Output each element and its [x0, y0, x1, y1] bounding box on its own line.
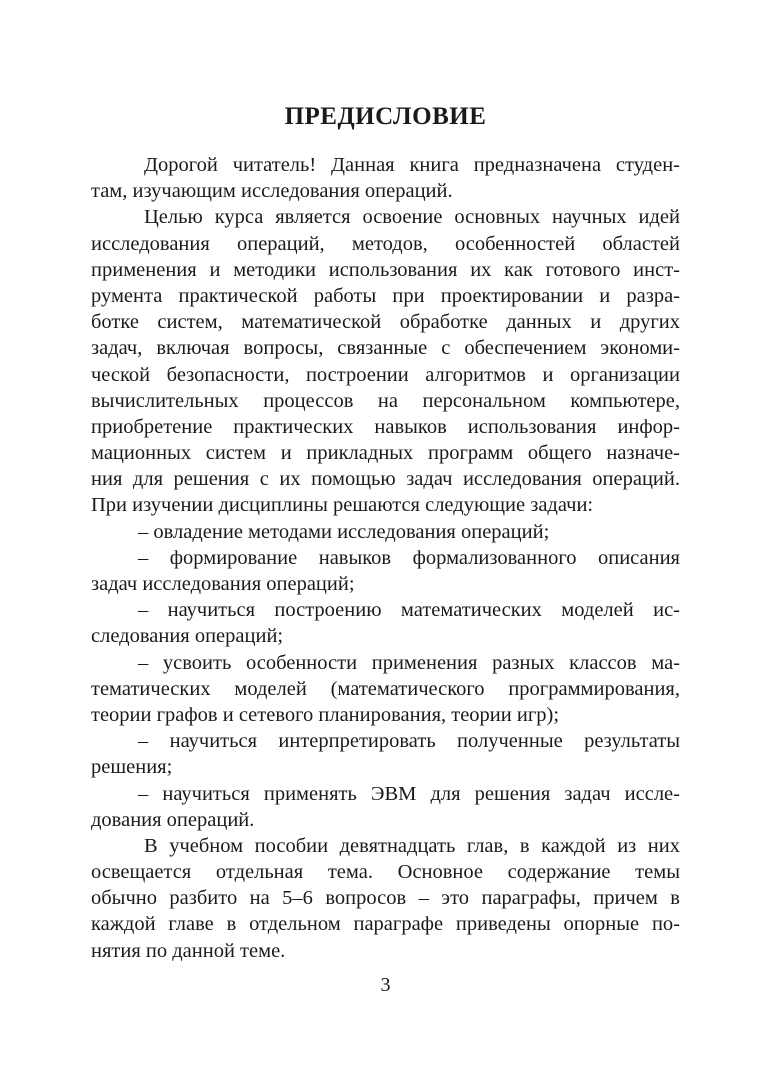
text-line: применения и методики использования их как готового инст-: [91, 258, 680, 281]
text-line: освещается отдельная тема. Основное содержание темы: [91, 861, 680, 884]
text-line: – овладение методами исследования операций;: [138, 520, 550, 543]
text-line: – научиться построению математических моделей ис-: [138, 599, 680, 622]
text-line: следования операций;: [91, 625, 284, 648]
text-line: Дорогой читатель! Данная книга предназначена студен-: [144, 154, 680, 176]
text-line: исследования операций, методов, особенностей областей: [91, 232, 680, 255]
text-line: ния для решения с их помощью задач исследования операций.: [91, 468, 680, 491]
text-line: – научиться применять ЭВМ для решения задач иссле-: [138, 782, 680, 805]
text-line: дования операций.: [91, 808, 255, 831]
text-line: При изучении дисциплины решаются следующие задачи:: [91, 494, 594, 517]
text-line: там, изучающим исследования операций.: [91, 180, 453, 203]
text-line: решения;: [91, 756, 173, 779]
page-number: 3: [380, 974, 391, 996]
text-line: Целью курса является освоение основных научных идей: [144, 206, 680, 229]
text-line: – научиться интерпретировать полученные результаты: [138, 730, 680, 753]
text-line: – усвоить особенности применения разных классов ма-: [138, 651, 680, 674]
text-line: ботке систем, математической обработке данных и других: [91, 311, 680, 334]
text-line: приобретение практических навыков использования инфор-: [91, 415, 680, 438]
text-line: В учебном пособии девятнадцать глав, в каждой из них: [144, 834, 680, 857]
text-line: ческой безопасности, построении алгоритмов и организации: [91, 363, 680, 386]
text-line: тематических моделей (математического программирования,: [91, 677, 680, 700]
text-line: обычно разбито на 5–6 вопросов – это параграфы, причем в: [91, 887, 680, 910]
text-line: задач исследования операций;: [91, 573, 355, 595]
text-line: нятия по данной теме.: [91, 939, 286, 962]
text-line: каждой главе в отдельном параграфе приведены опорные по-: [91, 913, 680, 936]
text-line: мационных систем и прикладных программ общего назначе-: [91, 442, 680, 465]
text-line: теории графов и сетевого планирования, теории игр);: [91, 703, 560, 726]
text-line: – формирование навыков формализованного описания: [138, 546, 680, 569]
text-line: румента практической работы при проектировании и разра-: [91, 284, 680, 307]
text-line: задач, включая вопросы, связанные с обеспечением экономи-: [91, 337, 680, 360]
body-text: [91, 152, 680, 964]
text-line: вычислительных процессов на персональном компьютере,: [91, 389, 680, 412]
page-title: ПРЕДИСЛОВИЕ: [284, 103, 487, 130]
